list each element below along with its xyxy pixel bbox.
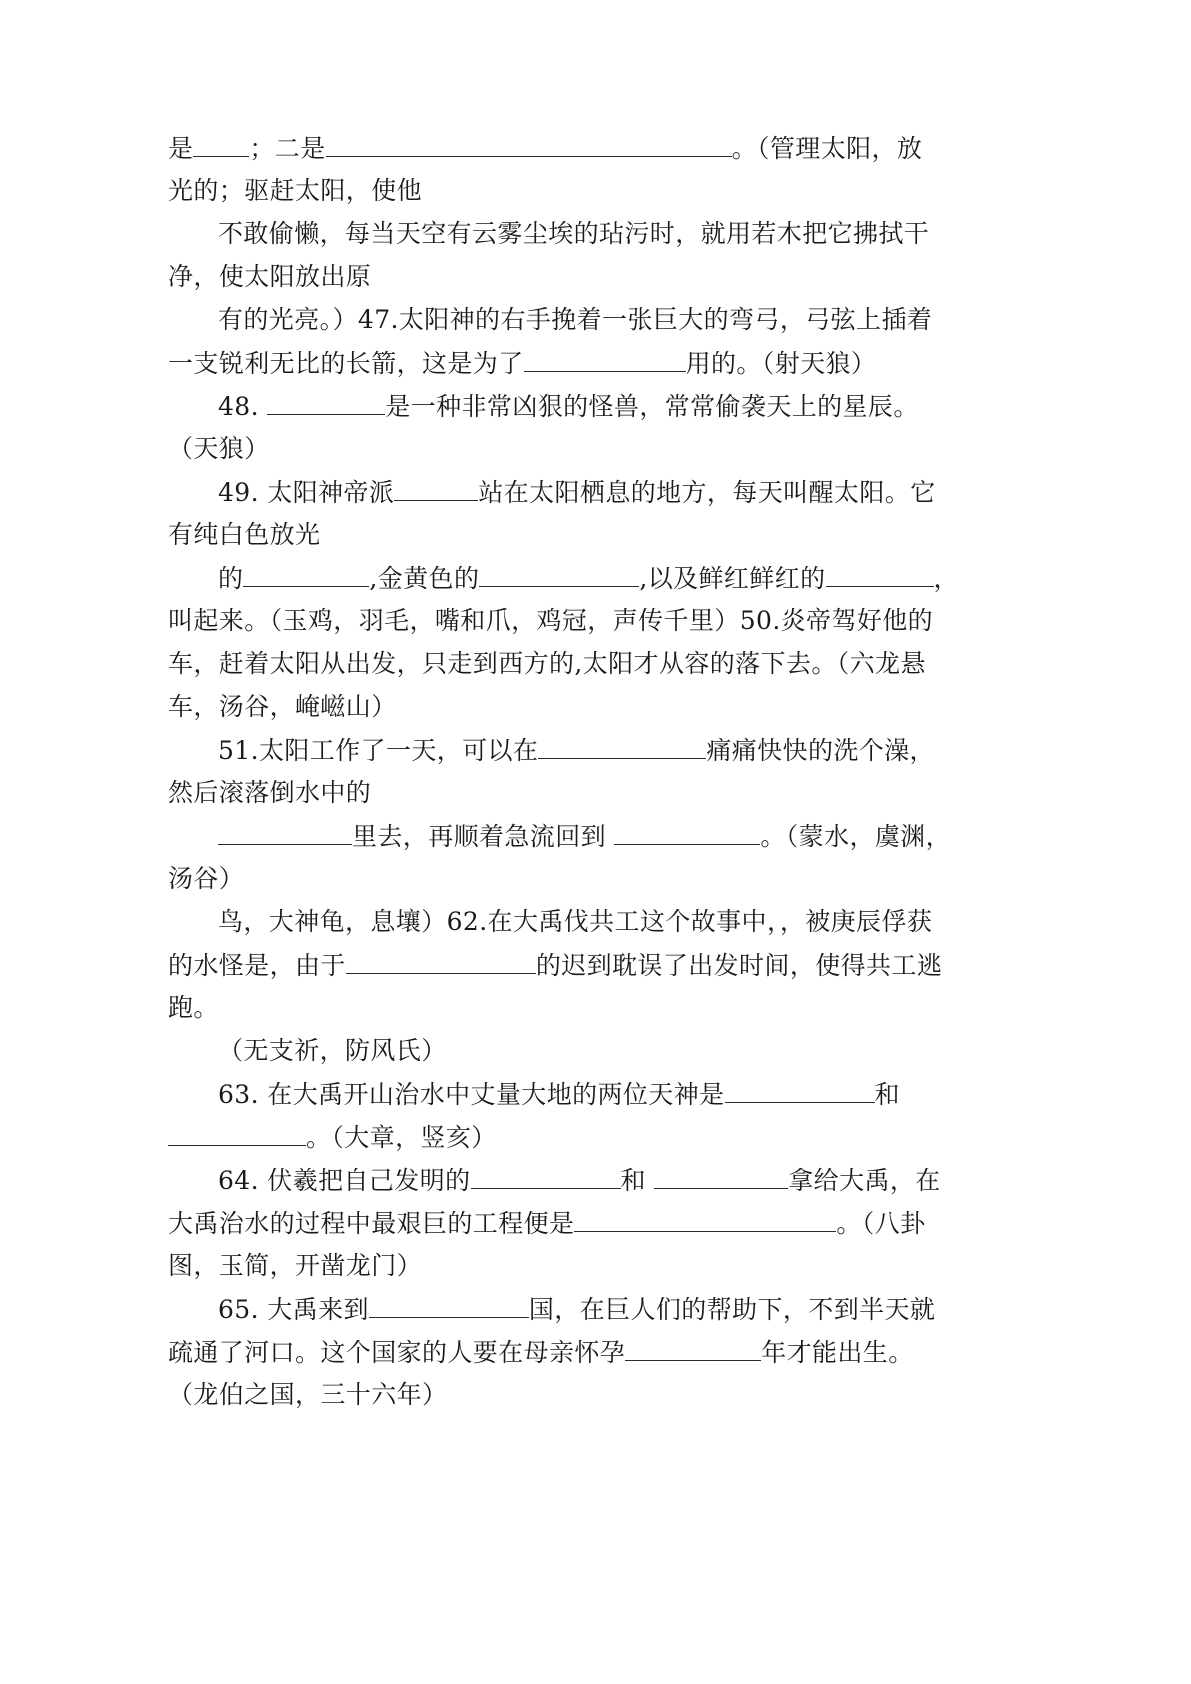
text-line: 然后滚落倒水中的 xyxy=(168,778,372,807)
text-line: 。（大章，竖亥） xyxy=(168,1122,497,1153)
text-line: 里去，再顺着急流回到 。（蒙水，虞渊， xyxy=(218,821,951,852)
text-line: 49. 太阳神帝派 站在太阳栖息的地方，每天叫醒太阳。它 xyxy=(218,478,936,507)
text-line: （天狼） xyxy=(168,434,270,463)
text-line: （龙伯之国，三十六年） xyxy=(168,1380,448,1409)
text-line: （无支祈，防风氏） xyxy=(218,1036,447,1065)
text-line: 汤谷） xyxy=(168,864,245,893)
text-line: 净，使太阳放出原 xyxy=(168,262,372,291)
text-line: 跑。 xyxy=(168,993,219,1022)
text-line: 不敢偷懒，每当天空有云雾尘埃的玷污时，就用若木把它拂拭干 xyxy=(218,219,930,248)
text-line: 叫起来。（玉鸡，羽毛，嘴和爪，鸡冠，声传千里）50.炎帝驾好他的 xyxy=(168,606,934,635)
text-line: 图，玉简，开凿龙门） xyxy=(168,1251,423,1280)
text-line: 48. 是一种非常凶狠的怪兽，常常偷袭天上的星辰。 xyxy=(218,392,919,421)
text-line: 的 ,金黄色的 ,以及鲜红鲜红的 ， xyxy=(218,564,959,593)
text-line: 车，赶着太阳从出发，只走到西方的,太阳才从容的落下去。（六龙悬 xyxy=(168,649,926,678)
text-line: 的水怪是，由于 的迟到耽误了出发时间，使得共工逃 xyxy=(168,951,943,980)
text-line: 大禹治水的过程中最艰巨的工程便是 。（八卦 xyxy=(168,1209,926,1238)
text-line: 车，汤谷，崦嵫山） xyxy=(168,692,397,721)
text-line: 63. 在大禹开山治水中丈量大地的两位天神是 和 xyxy=(218,1080,900,1109)
text-line: 疏通了河口。这个国家的人要在母亲怀孕 年才能出生。 xyxy=(168,1338,914,1367)
text-line: 是 ；二是 。（管理太阳，放 xyxy=(168,134,923,163)
text-line: 65. 大禹来到 国，在巨人们的帮助下，不到半天就 xyxy=(218,1295,936,1324)
text-line: 一支锐利无比的长箭，这是为了 用的。（射天狼） xyxy=(168,349,877,378)
text-line: 光的；驱赶太阳，使他 xyxy=(168,176,423,205)
text-line: 鸟，大神龟，息壤）62.在大禹伐共工这个故事中，，被庚辰俘获 xyxy=(218,907,933,936)
text-line: 64. 伏羲把自己发明的 和 拿给大禹，在 xyxy=(218,1166,941,1195)
text-line: 51.太阳工作了一天，可以在 痛痛快快的洗个澡， xyxy=(218,736,935,765)
text-line: 有纯白色放光 xyxy=(168,520,321,549)
text-line: 有的光亮。）47.太阳神的右手挽着一张巨大的弯弓，弓弦上插着 xyxy=(218,305,933,334)
